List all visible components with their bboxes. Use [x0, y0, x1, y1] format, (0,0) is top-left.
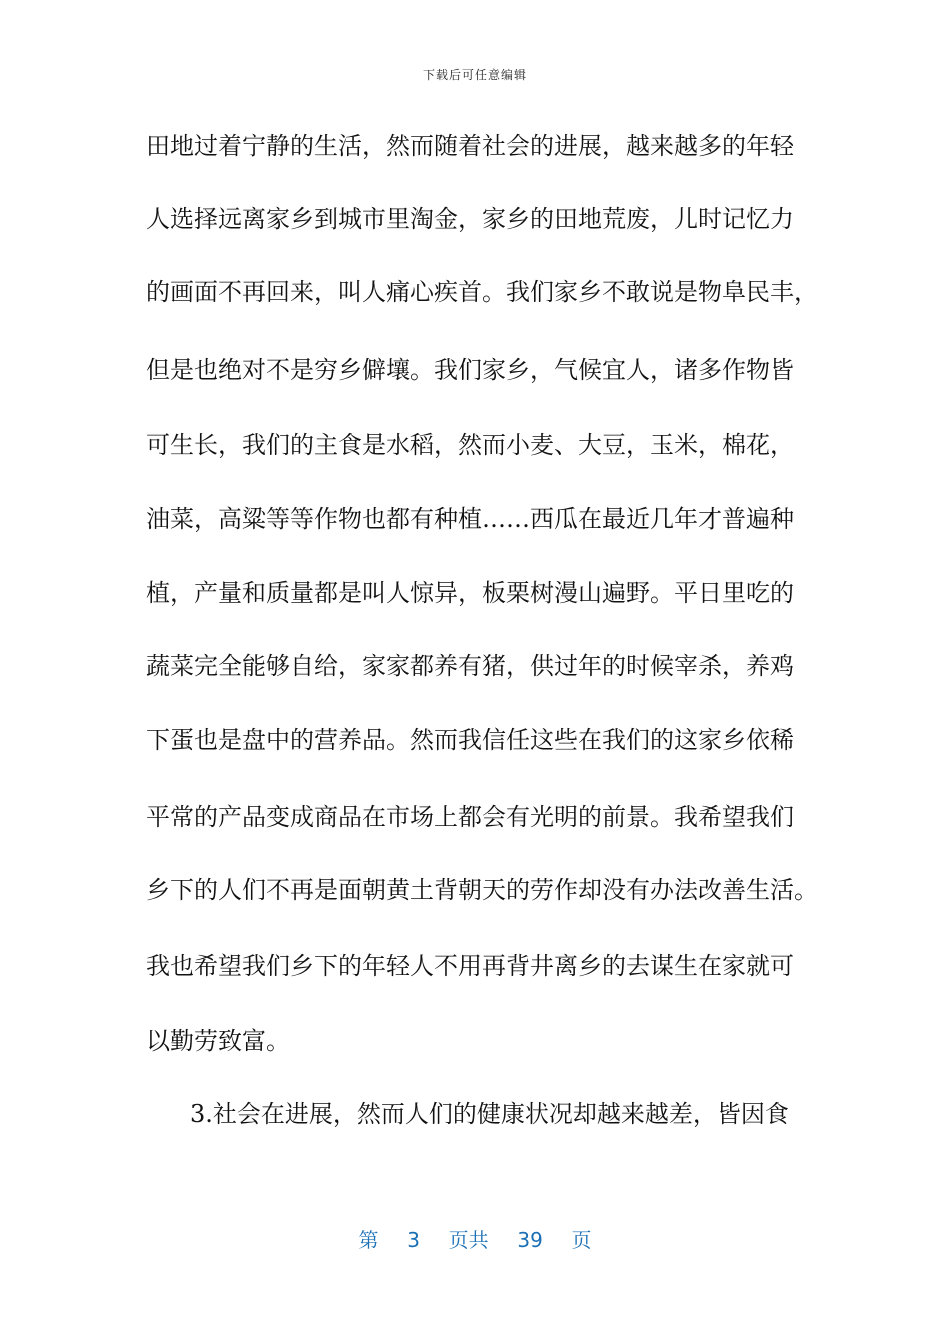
page-footer [0, 1224, 950, 1253]
text-line: 人选择远离家乡到城市里淘金，家乡的田地荒废，儿时记忆力 [146, 205, 794, 233]
text-line: 的画面不再回来，叫人痛心疾首。我们家乡不敢说是物阜民丰， [146, 278, 818, 306]
page-header: 下载后可任意编辑 [422, 68, 527, 82]
text-line: 3.社会在进展，然而人们的健康状况却越来越差，皆因食 [190, 1100, 789, 1128]
text-line: 蔬菜完全能够自给，家家都养有猪，供过年的时候宰杀，养鸡 [146, 652, 794, 680]
page-label-suffix: 页 [571, 1228, 592, 1252]
page-number: 3 [407, 1228, 420, 1252]
page-label-middle: 页共 [448, 1228, 489, 1252]
text-line: 平常的产品变成商品在市场上都会有光明的前景。我希望我们 [146, 803, 794, 831]
text-line: 以勤劳致富。 [146, 1027, 290, 1055]
text-line: 油菜，高粱等等作物也都有种植……西瓜在最近几年才普遍种 [146, 505, 794, 533]
text-line: 田地过着宁静的生活，然而随着社会的进展，越来越多的年轻 [146, 132, 794, 160]
text-line: 乡下的人们不再是面朝黄土背朝天的劳作却没有办法改善生活。 [146, 876, 818, 904]
total-pages: 39 [517, 1228, 543, 1252]
text-line: 但是也绝对不是穷乡僻壤。我们家乡，气候宜人，诸多作物皆 [146, 356, 794, 384]
text-line: 植，产量和质量都是叫人惊异，板栗树漫山遍野。平日里吃的 [146, 579, 794, 607]
text-line: 下蛋也是盘中的营养品。然而我信任这些在我们的这家乡依稀 [146, 726, 794, 754]
text-line: 可生长，我们的主食是水稻，然而小麦、大豆，玉米，棉花， [146, 431, 794, 459]
text-line: 我也希望我们乡下的年轻人不用再背井离乡的去谋生在家就可 [146, 952, 794, 980]
page-label-prefix: 第 [358, 1228, 379, 1252]
